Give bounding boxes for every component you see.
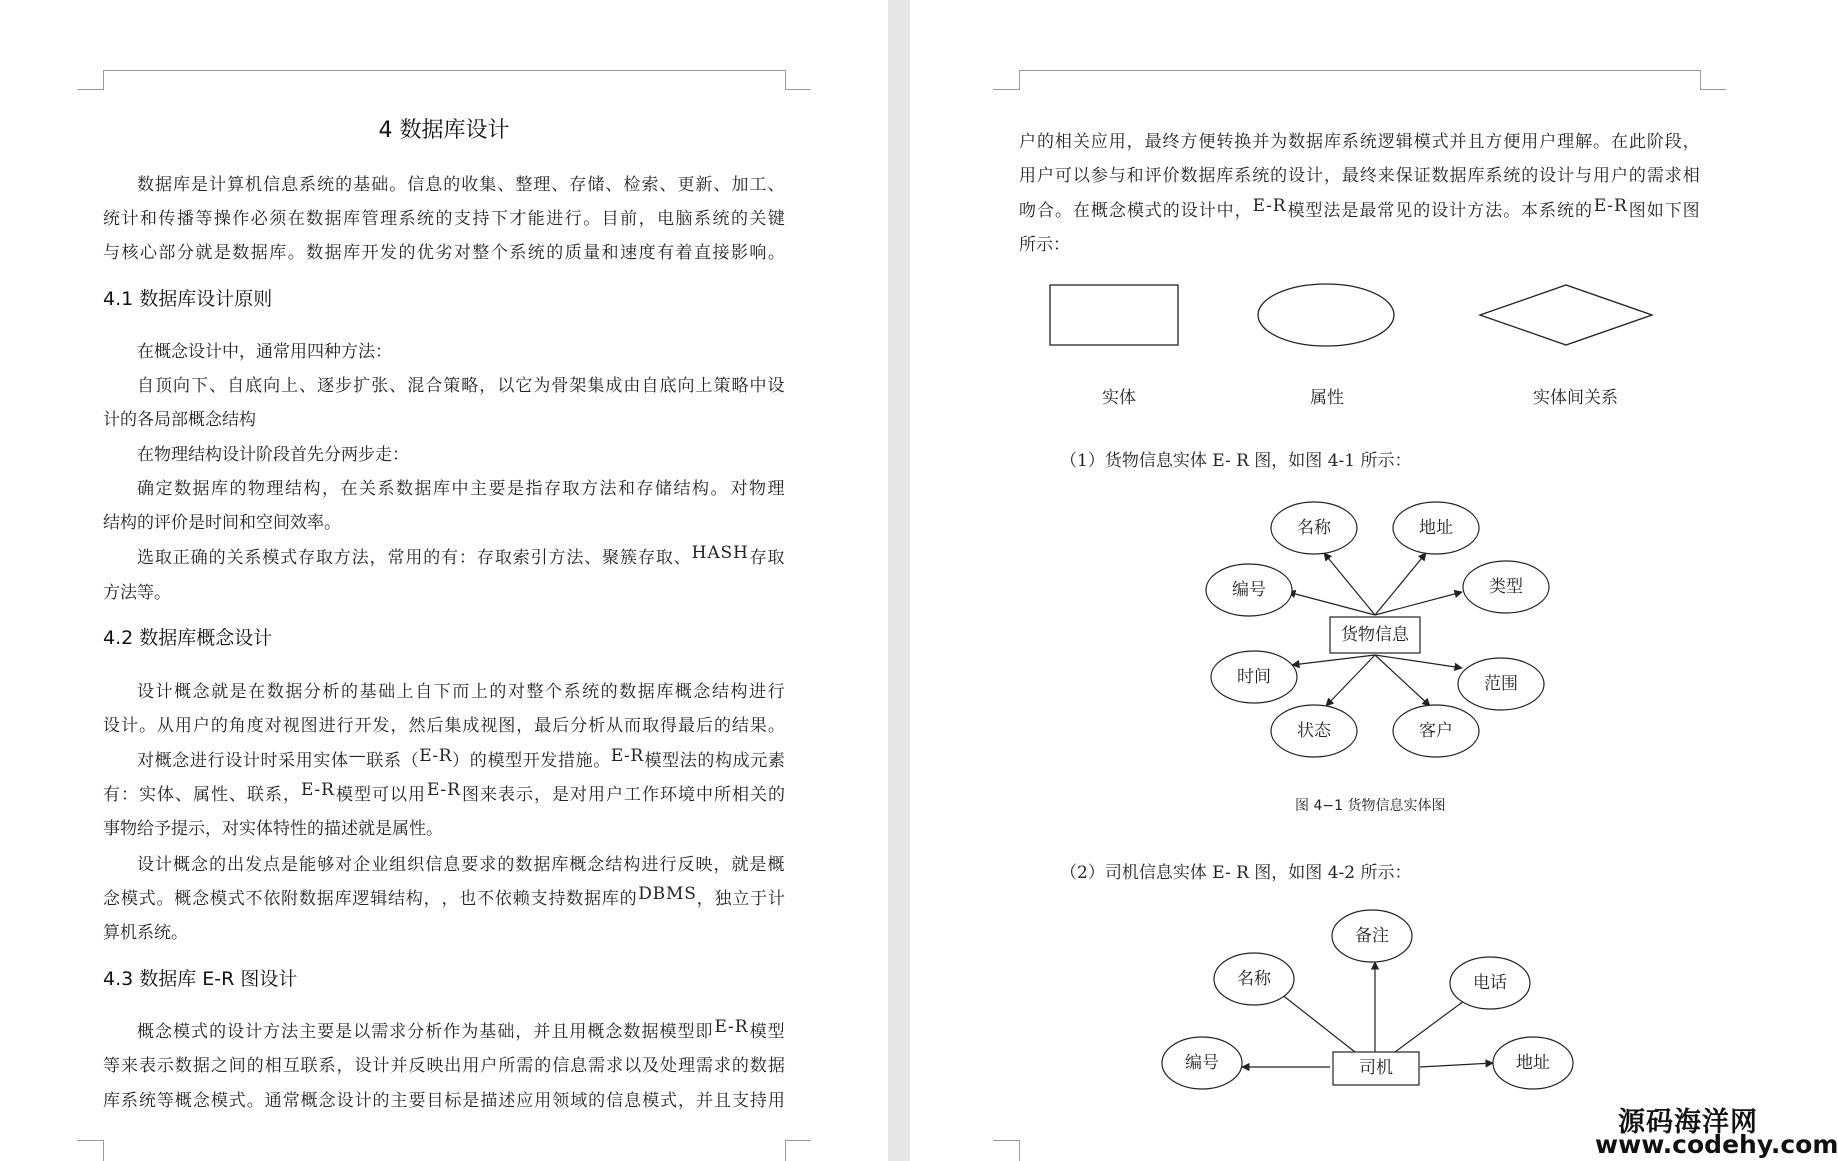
paragraph-line: 念 模 式 。 概 念 模 式 不 依 附 数 据 库 逻 辑 结 构 ， ， 也 不 依 赖 支 持 数 据 库 的 D B M S ， 独 立 于 计 [103, 884, 785, 909]
watermark-title: 源码海洋网 [1618, 1107, 1758, 1138]
paragraph-line: 计的各局部概念结构 [103, 410, 256, 430]
corner-mark [77, 1140, 103, 1141]
paragraph-line: 算机系统。 [103, 923, 188, 943]
legend-entity-label: 实体 [1102, 388, 1136, 408]
legend-relationship-label: 实体间关系 [1533, 388, 1618, 408]
attribute-label: 名称 [1297, 518, 1331, 538]
attribute-label: 地址 [1419, 518, 1453, 538]
paragraph-line: 在物理结构设计阶段首先分两步走： [137, 445, 409, 465]
page-gutter [888, 0, 910, 1161]
paragraph-line: 有 ： 实 体 、 属 性 、 联 系 ， E - R 模 型 可 以 用 E - R 图 来 表 示 ， 是 对 用 户 工 作 环 境 中 所 相 关 的 [103, 780, 785, 805]
connector-line [1420, 1063, 1493, 1067]
attribute-label: 状态 [1297, 721, 1331, 741]
attribute-label: 备注 [1355, 926, 1389, 946]
entity-label: 司机 [1359, 1058, 1393, 1078]
document-page-left [0, 0, 888, 1161]
attribute-label: 客户 [1419, 721, 1453, 741]
corner-mark [785, 1140, 811, 1141]
entity-label: 货物信息 [1341, 625, 1409, 645]
corner-mark [993, 1140, 1019, 1141]
corner-mark [77, 89, 103, 90]
paragraph-line: 户 的 相 关 应 用 ， 最 终 方 便 转 换 并 为 数 据 库 系 统 逻 辑 模 式 并 且 方 便 用 户 理 解 。 在 此 阶 段 ， [1019, 132, 1700, 152]
document-page-right [910, 0, 1799, 1161]
paragraph-line: 吻 合 。 在 概 念 模 式 的 设 计 中 ， E - R 模 型 法 是 最 常 见 的 设 计 方 法 。 本 系 统 的 E - R 图 如 下 图 [1019, 196, 1700, 221]
attribute-label: 范围 [1484, 674, 1518, 694]
attribute-label: 电话 [1473, 973, 1507, 993]
figure1-caption: 图 4−1 货物信息实体图 [1295, 798, 1446, 814]
er-diagram-driver [910, 0, 1799, 1100]
corner-mark [103, 70, 104, 90]
paragraph-line: 数 据 库 是 计 算 机 信 息 系 统 的 基 础 。 信 息 的 收 集 、 整 理 、 存 储 、 检 索 、 更 新 、 加 工 、 [137, 175, 785, 195]
corner-mark [103, 1140, 104, 1161]
legend-attribute-label: 属性 [1310, 388, 1344, 408]
attribute-label: 类型 [1489, 577, 1523, 597]
paragraph-line: 统 计 和 传 播 等 操 作 必 须 在 数 据 库 管 理 系 统 的 支 持 下 才 能 进 行 。 目 前 ， 电 脑 系 统 的 关 键 [103, 209, 785, 229]
connector-line [1276, 990, 1355, 1052]
corner-mark [785, 89, 811, 90]
corner-mark [785, 1140, 786, 1161]
figure1-intro: （1）货物信息实体 E- R 图，如图 4-1 所示： [1060, 451, 1412, 471]
header-rule [103, 70, 785, 71]
attribute-label: 编号 [1232, 580, 1266, 600]
paragraph-line: 事物给予提示，对实体特性的描述就是属性。 [103, 819, 443, 839]
connector-line [1395, 995, 1472, 1052]
paragraph-line: 方法等。 [103, 583, 171, 603]
corner-mark [785, 70, 786, 90]
attribute-label: 地址 [1516, 1053, 1550, 1073]
paragraph-line: 结构的评价是时间和空间效率。 [103, 513, 341, 533]
corner-mark [1019, 1140, 1020, 1161]
attribute-label: 编号 [1185, 1053, 1219, 1073]
paragraph-line: 选 取 正 确 的 关 系 模 式 存 取 方 法 ， 常 用 的 有 ： 存 取 索 引 方 法 、 聚 簇 存 取 、 H A S H 存 取 [137, 543, 785, 568]
paragraph-line: 确 定 数 据 库 的 物 理 结 构 ， 在 关 系 数 据 库 中 主 要 是 指 存 取 方 法 和 存 储 结 构 。 对 物 理 [137, 479, 785, 499]
paragraph-line: 自 顶 向 下 、 自 底 向 上 、 逐 步 扩 张 、 混 合 策 略 ， 以 它 为 骨 架 集 成 由 自 底 向 上 策 略 中 设 [137, 376, 785, 396]
paragraph-line: 用 户 可 以 参 与 和 评 价 数 据 库 系 统 的 设 计 ， 最 终 来 保 证 数 据 库 系 统 的 设 计 与 用 户 的 需 求 相 [1019, 166, 1700, 186]
section-heading-4-1: 4.1 数据库设计原则 [103, 288, 273, 310]
attribute-label: 名称 [1237, 969, 1271, 989]
paragraph-line: 等 来 表 示 数 据 之 间 的 相 互 联 系 ， 设 计 并 反 映 出 用 户 所 需 的 信 息 需 求 以 及 处 理 需 求 的 数 据 [103, 1056, 785, 1076]
paragraph-line: 设 计 概 念 就 是 在 数 据 分 析 的 基 础 上 自 下 而 上 的 对 整 个 系 统 的 数 据 库 概 念 结 构 进 行 [137, 682, 785, 702]
paragraph-line: 对 概 念 进 行 设 计 时 采 用 实 体 — 联 系 （ E - R ） 的 模 型 开 发 措 施 。 E - R 模 型 法 的 构 成 元 素 [137, 746, 785, 771]
figure2-intro: （2）司机信息实体 E- R 图，如图 4-2 所示： [1060, 863, 1412, 883]
chapter-title: 4 数据库设计 [378, 118, 510, 143]
paragraph-line: 概 念 模 式 的 设 计 方 法 主 要 是 以 需 求 分 析 作 为 基 础 ， 并 且 用 概 念 数 据 模 型 即 E - R 模 型 [137, 1017, 785, 1042]
paragraph-line: 在概念设计中，通常用四种方法： [137, 342, 392, 362]
paragraph-line: 库 系 统 等 概 念 模 式 。 通 常 概 念 设 计 的 主 要 目 标 是 描 述 应 用 领 域 的 信 息 模 式 ， 并 且 支 持 用 [103, 1091, 785, 1111]
section-heading-4-3: 4.3 数据库 E-R 图设计 [103, 968, 298, 990]
paragraph-line: 与 核 心 部 分 就 是 数 据 库 。 数 据 库 开 发 的 优 劣 对 整 个 系 统 的 质 量 和 速 度 有 着 直 接 影 响 。 [103, 243, 785, 263]
section-heading-4-2: 4.2 数据库概念设计 [103, 627, 273, 649]
attribute-label: 时间 [1237, 667, 1271, 687]
watermark-url: www.codehy.com [1595, 1130, 1838, 1159]
paragraph-line: 设 计 概 念 的 出 发 点 是 能 够 对 企 业 组 织 信 息 要 求 的 数 据 库 概 念 结 构 进 行 反 映 ， 就 是 概 [137, 855, 785, 875]
paragraph-line: 所示： [1019, 235, 1070, 255]
paragraph-line: 设 计 。 从 用 户 的 角 度 对 视 图 进 行 开 发 ， 然 后 集 成 视 图 ， 最 后 分 析 从 而 取 得 最 后 的 结 果 。 [103, 716, 785, 736]
